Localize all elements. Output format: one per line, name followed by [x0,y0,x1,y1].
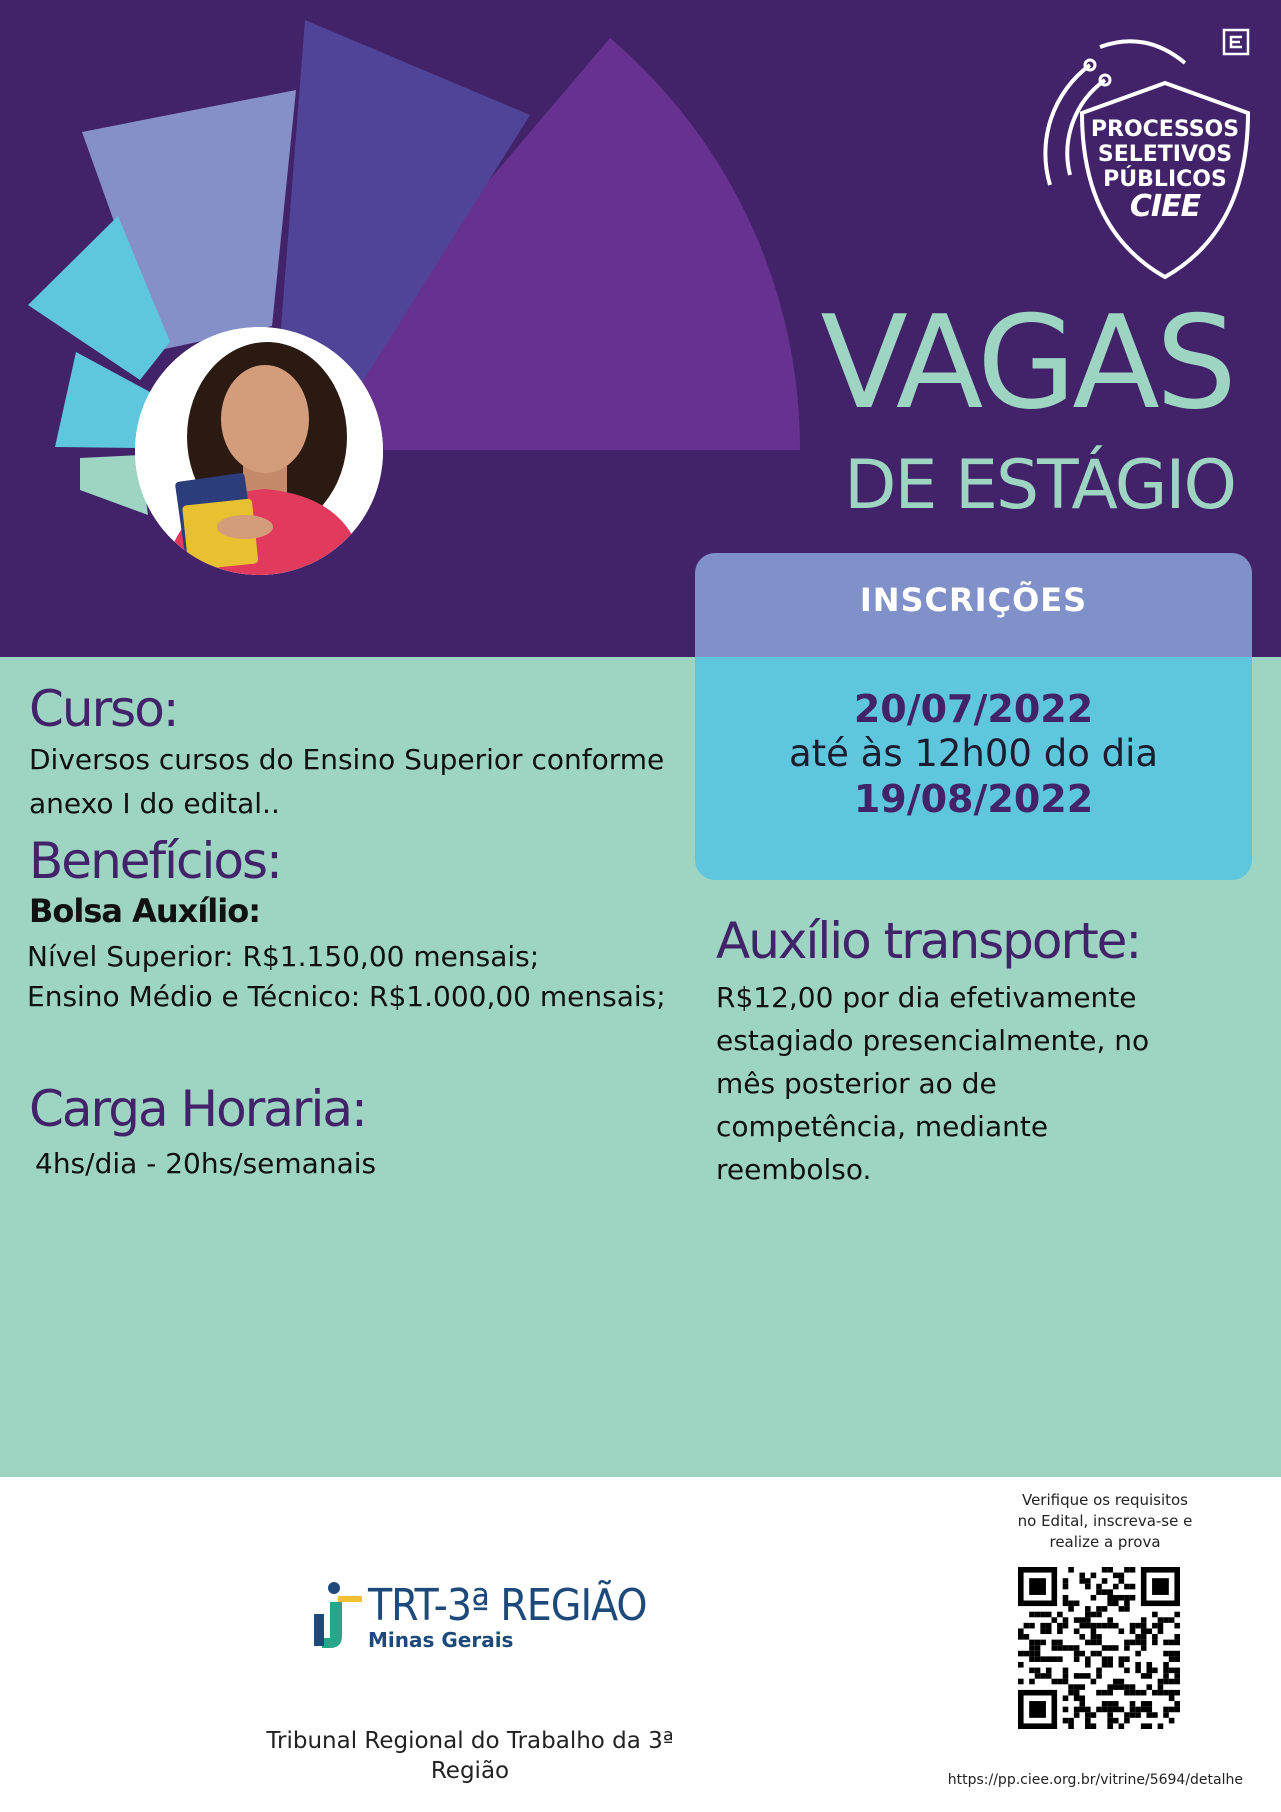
start-date: 20/07/2022 [853,687,1094,731]
transporte-line-4: competência, mediante [716,1110,1049,1143]
hero-title: VAGAS [820,289,1233,438]
curso-heading: Curso: [29,680,178,738]
beneficios-heading: Benefícios: [29,832,281,890]
institution-line-2: Região [430,1758,510,1784]
student-photo [135,327,383,575]
end-date: 19/08/2022 [853,777,1094,821]
beneficio-medio-tecnico: Ensino Médio e Técnico: R$1.000,00 mensais; [27,980,666,1013]
transporte-line-1: R$12,00 por dia efetivamente [716,981,1137,1014]
badge-line-1: PROCESSOS [1090,117,1240,142]
institution-name [240,1726,700,1786]
processos-seletivos-badge [1010,35,1258,285]
until-text: até às 12h00 do dia [788,732,1159,775]
trt-logo-icon [312,1580,364,1652]
beneficio-superior: Nível Superior: R$1.150,00 mensais; [27,940,540,973]
institution-line-1: Tribunal Regional do Trabalho da 3ª [266,1728,674,1754]
trt-subtitle: Minas Gerais [368,1628,514,1652]
trt-name: TRT-3ª REGIÃO [368,1580,647,1631]
qr-code[interactable] [1018,1567,1180,1729]
verify-note [1000,1490,1210,1553]
transporte-line-2: estagiado presencialmente, no [716,1024,1150,1057]
header-band [0,0,1281,657]
edital-url[interactable]: https://pp.ciee.org.br/vitrine/5694/detalhe [947,1772,1243,1788]
carga-text: 4hs/dia - 20hs/semanais [35,1147,377,1180]
carga-heading: Carga Horaria: [29,1080,366,1138]
verify-line-3: realize a prova [1049,1533,1161,1551]
decorative-fan-graphic [0,0,820,657]
verify-line-2: no Edital, inscreva-se e [1017,1512,1193,1530]
badge-line-3: PÚBLICOS [1103,167,1227,192]
verify-line-1: Verifique os requisitos [1021,1491,1188,1509]
inscricoes-dates-panel [695,657,1252,880]
transporte-heading: Auxílio transporte: [716,912,1141,970]
transporte-line-3: mês posterior ao de [716,1067,997,1100]
bolsa-label: Bolsa Auxílio: [29,892,260,930]
hero-subtitle: DE ESTÁGIO [844,446,1235,525]
curso-line-1: Diversos cursos do Ensino Superior conforme [29,743,665,776]
inscricoes-label: INSCRIÇÕES [859,581,1088,619]
curso-line-2: anexo I do edital.. [29,787,280,820]
transporte-line-5: reembolso. [716,1153,872,1186]
inscricoes-header [695,553,1252,657]
badge-line-2: SELETIVOS [1097,142,1233,167]
ciee-logo: CIEE [1129,189,1201,224]
